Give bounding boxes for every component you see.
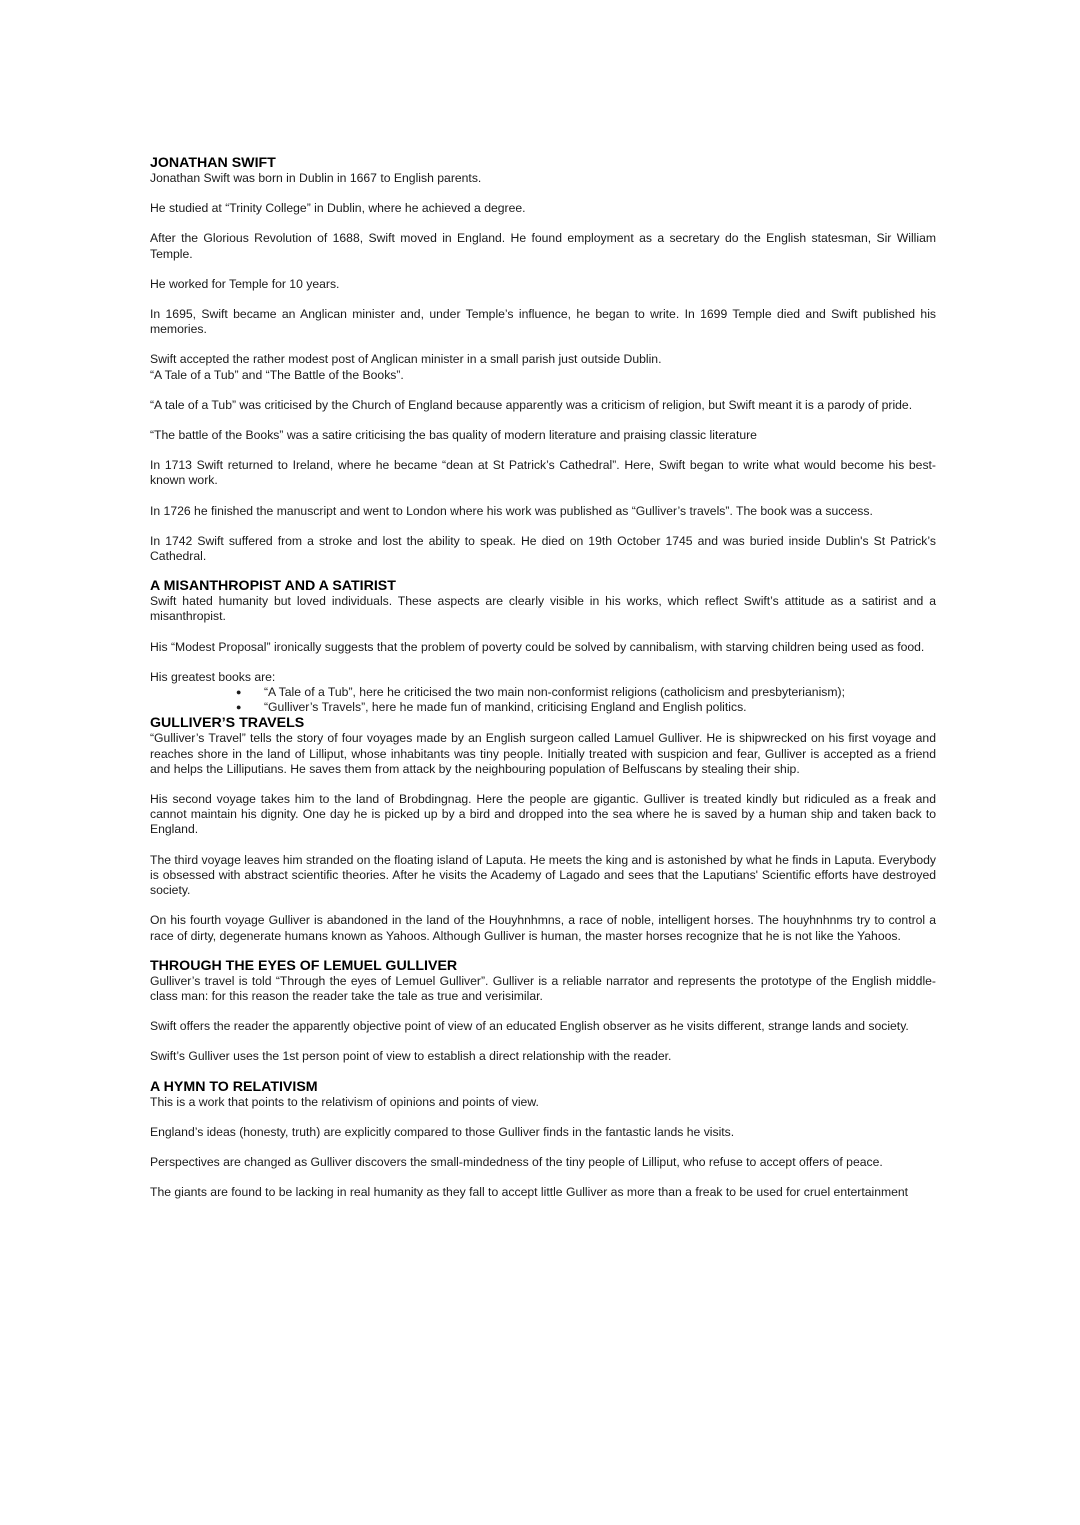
paragraph: He studied at “Trinity College” in Dublin, where he achieved a degree. [150, 201, 526, 216]
section-heading: THROUGH THE EYES OF LEMUEL GULLIVER [150, 957, 458, 974]
paragraph: England’s ideas (honesty, truth) are explicitly compared to those Gulliver finds in the fantastic lands he visits. [150, 1124, 735, 1139]
section-jonathan-swift [150, 155, 936, 564]
paragraph: His second voyage takes him to the land of Brobdingnag. Here the people are gigantic. Gulliver is treated kindly but ridiculed as a freak and cannot maintain his dignity. One day he is picked up by a bird and dropped into the sea where he is saved by a human ship and taken back to England. [150, 792, 936, 837]
paragraph: He worked for Temple for 10 years. [150, 276, 340, 291]
paragraph: The third voyage leaves him stranded on the floating island of Laputa. He meets the king and is astonished by what he finds in Laputa. Everybody is obsessed with abstract scientific theories. After he visits the Academy of Lagado and sees that the Laputians' Scientific efforts have destroyed society. [150, 852, 936, 898]
list-item: ● “Gulliver’s Travels”, here he made fun of mankind, criticising England and English politics. [236, 700, 936, 715]
section-misanthropist-satirist [150, 578, 936, 715]
paragraph: Perspectives are changed as Gulliver discovers the small-mindedness of the tiny people of Lilliput, who refuse to accept offers of peace. [150, 1154, 883, 1169]
paragraph: In 1726 he finished the manuscript and went to London where his work was published as “Gulliver’s travels”. The book was a success. [150, 503, 873, 518]
list-item: ● “A Tale of a Tub”, here he criticised the two main non-conformist religions (catholicism and presbyterianism); [236, 685, 936, 700]
section-heading: JONATHAN SWIFT [150, 155, 276, 171]
section-gullivers-travels [150, 715, 936, 943]
paragraph: In 1713 Swift returned to Ireland, where he became “dean at St Patrick’s Cathedral”. Here, Swift began to write what would become his best-known work. [150, 458, 936, 488]
section-through-the-eyes [150, 958, 936, 1065]
section-heading: A MISANTHROPIST AND A SATIRIST [150, 578, 396, 595]
section-heading: GULLIVER’S TRAVELS [150, 715, 305, 732]
paragraph: Gulliver’s travel is told “Through the eyes of Lemuel Gulliver”. Gulliver is a reliable narrator and represents the prototype of the English middle-class man: for this reason the reader take the tale as true and verisimilar. [150, 973, 936, 1003]
section-hymn-to-relativism [150, 1079, 936, 1201]
paragraph: Swift accepted the rather modest post of Anglican minister in a small parish just outside Dublin. [150, 352, 662, 367]
paragraph: Swift offers the reader the apparently objective point of view of an educated English observer as he visits different, strange lands and society. [150, 1019, 909, 1034]
paragraph: “A tale of a Tub” was criticised by the Church of England because apparently was a criticism of religion, but Swift meant it is a parody of pride. [150, 397, 913, 412]
paragraph: His “Modest Proposal” ironically suggests that the problem of poverty could be solved by cannibalism, with starving children being used as food. [150, 639, 925, 654]
section-heading: A HYMN TO RELATIVISM [150, 1078, 318, 1095]
paragraph: On his fourth voyage Gulliver is abandoned in the land of the Houyhnhmns, a race of noble, intelligent horses. The houyhnhnms try to control a race of dirty, degenerate humans known as Yahoos. Although Gulliver is human, the master horses recognize that he is not like the Yahoos. [150, 913, 936, 943]
document-page [150, 155, 936, 1200]
bullet-list [150, 685, 936, 715]
paragraph: Jonathan Swift was born in Dublin in 1667 to English parents. [150, 171, 482, 185]
paragraph: “A Tale of a Tub” and “The Battle of the Books”. [150, 367, 404, 382]
paragraph: In 1695, Swift became an Anglican minister and, under Temple’s influence, he began to write. In 1699 Temple died and Swift published his memories. [150, 307, 936, 337]
paragraph: His greatest books are: [150, 669, 276, 684]
paragraph: The giants are found to be lacking in real humanity as they fall to accept little Gulliver as more than a freak to be used for cruel entertainment [150, 1185, 909, 1200]
paragraph: “The battle of the Books” was a satire criticising the bas quality of modern literature and praising classic literature [150, 428, 757, 443]
paragraph: “Gulliver’s Travel” tells the story of four voyages made by an English surgeon called Lamuel Gulliver. He is shipwrecked on his first voyage and reaches shore in the land of Lilliput, whose inhabitants was tiny people. Initially treated with suspicion and fear, Gulliver is accepted as a friend and helps the Lilliputians. He saves them from attack by the neighbouring population of Belfuscans by stealing their ship. [150, 731, 936, 776]
paragraph: Swift’s Gulliver uses the 1st person point of view to establish a direct relationship with the reader. [150, 1049, 672, 1064]
paragraph: In 1742 Swift suffered from a stroke and lost the ability to speak. He died on 19th October 1745 and was buried inside Dublin's St Patrick’s Cathedral. [150, 533, 936, 564]
paragraph: This is a work that points to the relativism of opinions and points of view. [150, 1094, 539, 1109]
paragraph: Swift hated humanity but loved individuals. These aspects are clearly visible in his works, which reflect Swift’s attitude as a satirist and a misanthropist. [150, 594, 936, 624]
paragraph: After the Glorious Revolution of 1688, Swift moved in England. He found employment as a secretary do the English statesman, Sir William Temple. [150, 231, 936, 261]
